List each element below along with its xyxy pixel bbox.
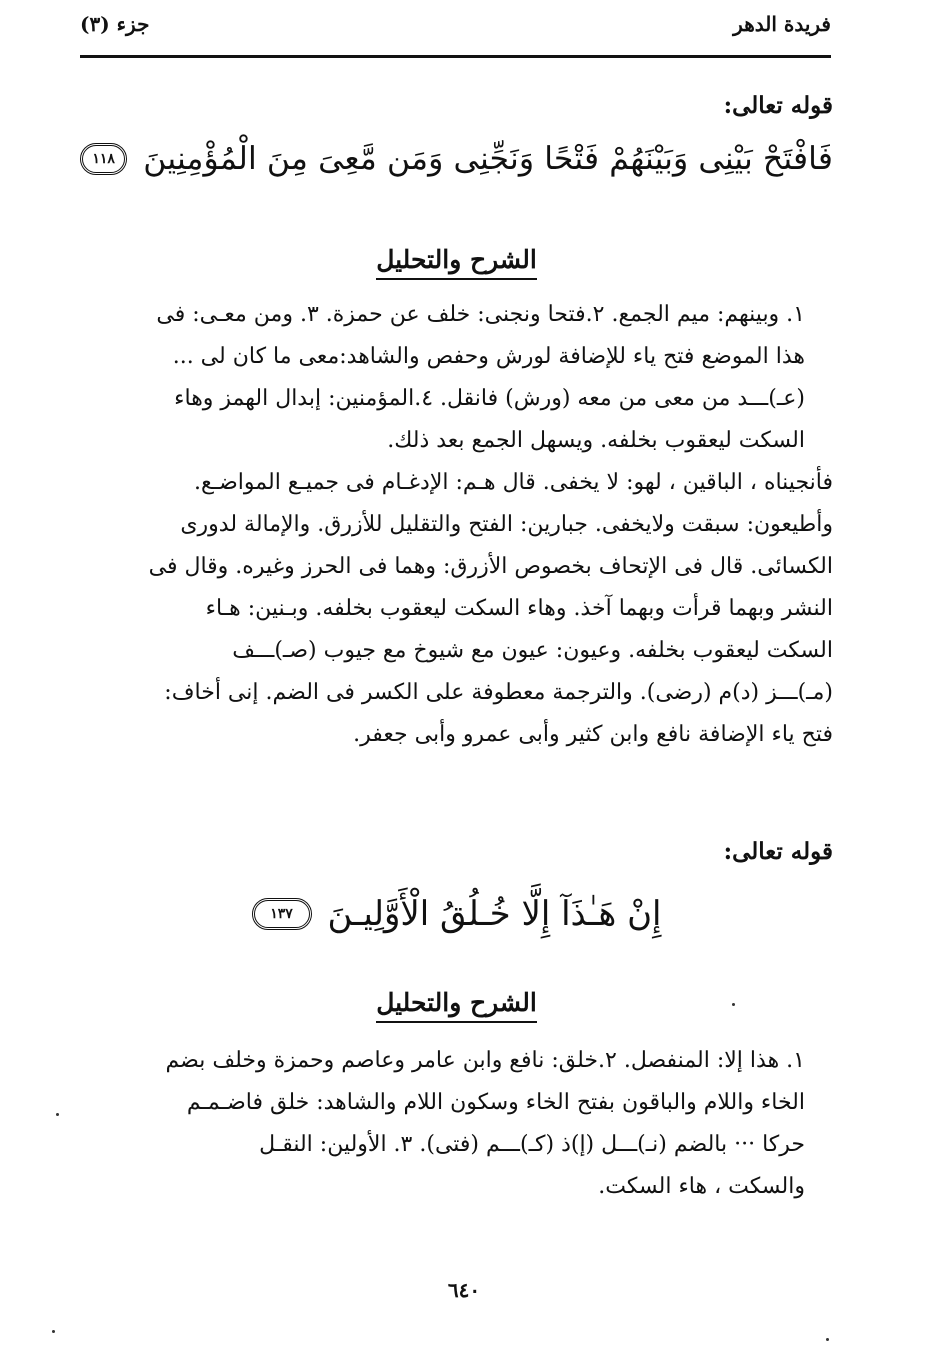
verse-row (80, 140, 833, 178)
section-title: الشرح والتحليل (376, 988, 537, 1023)
text-line: فتح ياء الإضافة نافع وابن كثير وأبى عمرو وأبى جعفر. (353, 722, 833, 747)
section-1-body (80, 294, 833, 756)
section-1-heading (80, 245, 833, 280)
scan-speck (52, 1330, 55, 1333)
verse-row (80, 894, 833, 935)
text-line: والسكت ، هاء السكت. (598, 1174, 805, 1199)
verse-1-row (80, 140, 833, 178)
text-line: الخاء واللام والباقون بفتح الخاء وسكون اللام والشاهد: خلق فاضـمـم (186, 1090, 805, 1115)
section-title: الشرح والتحليل (376, 245, 537, 280)
verse-2-row (80, 894, 833, 935)
verse-text: إِنْ هَـٰذَآ إِلَّا خُـلُقُ الْأَوَّلِيـنَ (327, 894, 662, 934)
page-number: ٦٤٠ (447, 1278, 481, 1302)
text-line: السكت ليعقوب بخلفه. ويسهل الجمع بعد ذلك. (387, 428, 805, 453)
verse-text: فَافْتَحْ بَيْنِى وَبَيْنَهُمْ فَتْحًا وَنَجِّنِى وَمَن مَّعِىَ مِنَ الْمُؤْمِنِينَ (143, 141, 833, 177)
intro-label: قوله تعالى: (723, 838, 833, 865)
text-line: (مـ)ـــز (د)م (رضى). والترجمة معطوفة على الكسر فى الضم. إنى أخاف: (164, 680, 833, 705)
verse-number-badge: ١٣٧ (252, 898, 312, 930)
text-line: ١. وبينهم: ميم الجمع. ٢.فتحا ونجنى: خلف عن حمزة. ٣. ومن معـى: فى (156, 302, 805, 327)
part-label: جزء (٣) (80, 12, 150, 36)
commentary-paragraph (80, 1040, 833, 1208)
commentary-paragraph (80, 294, 833, 462)
text-line: وأطيعون: سبقت ولايخفى. جبارين: الفتح والتقليل للأزرق. والإمالة لدورى (180, 512, 833, 537)
scan-speck (826, 1338, 829, 1341)
text-line: حركا ··· بالضم (نـ)ـــل (إ)ذ (كـ)ـــم (فتى). ٣. الأولين: النقـل (259, 1132, 805, 1157)
text-line: السكت ليعقوب بخلفه. وعيون: عيون مع شيوخ مع جيوب (صـ)ـــف (232, 638, 833, 663)
text-line: فأنجيناه ، الباقين ، لهو: لا يخفى. قال هـم: الإدغـام فى جميـع المواضـع. (193, 470, 833, 495)
text-line: الكسائى. قال فى الإتحاف بخصوص الأزرق: وهما فى الحرز وغيره. وقال فى (148, 554, 833, 579)
section-1-intro (80, 92, 833, 120)
section-2-heading (80, 988, 833, 1023)
scan-speck (56, 1113, 59, 1116)
header-rule (80, 55, 831, 58)
book-title: فريدة الدهر (733, 12, 831, 36)
intro-label: قوله تعالى: (723, 92, 833, 119)
section-2-intro (80, 838, 833, 866)
text-line: ١. هذا إلا: المنفصل. ٢.خلق: نافع وابن عامر وعاصم وحمزة وخلف بضم (165, 1048, 805, 1073)
text-line: هذا الموضع فتح ياء للإضافة لورش وحفص والشاهد:معى ما كان لى ... (172, 344, 805, 369)
section-2-body (80, 1040, 833, 1208)
commentary-paragraph (80, 462, 833, 756)
scan-speck (732, 1003, 735, 1006)
verse-number-badge: ١١٨ (80, 143, 127, 175)
text-line: النشر وبهما قرأت وبهما آخذ. وهاء السكت ليعقوب بخلفه. وبـنين: هـاء (205, 596, 833, 621)
text-line: (عـ)ـــد من معى من معه (ورش) فانقل. ٤.المؤمنين: إبدال الهمز وهاء (174, 386, 805, 411)
